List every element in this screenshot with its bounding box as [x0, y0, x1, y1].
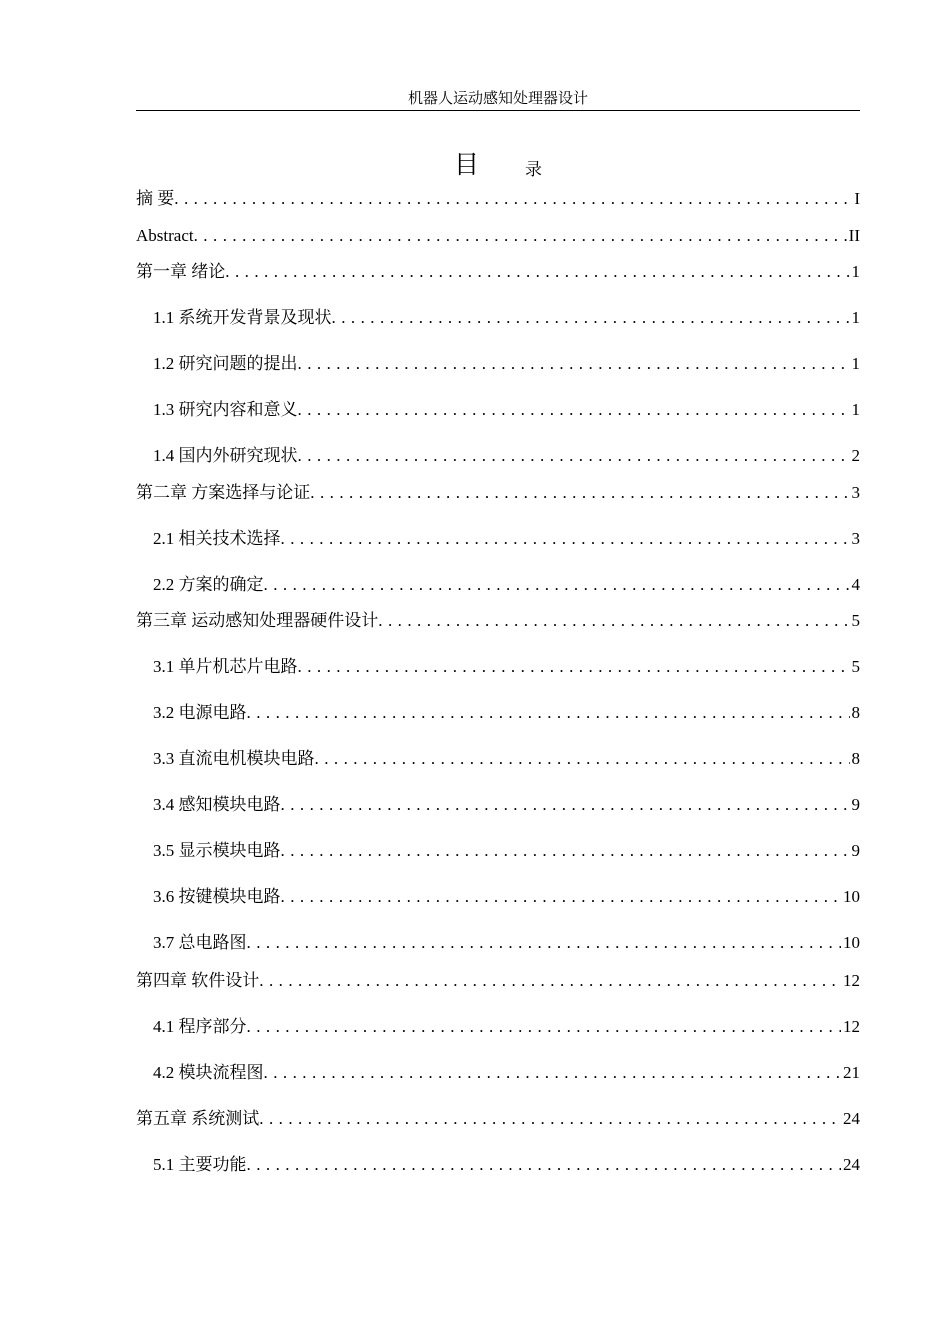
toc-leader-dots — [247, 1014, 842, 1040]
toc-leader-dots — [247, 930, 842, 956]
toc-entry[interactable] — [153, 1060, 860, 1086]
toc-leader-dots — [315, 746, 850, 772]
toc-entry-page: 5 — [851, 611, 860, 630]
toc-entry-label: 3.4 感知模块电路 — [153, 795, 281, 814]
toc-entry-label: 1.3 研究内容和意义 — [153, 400, 298, 419]
toc-leader-dots — [259, 968, 841, 994]
toc-entry-label: 2.2 方案的确定 — [153, 575, 264, 594]
toc-entry-page: 8 — [851, 703, 860, 722]
toc-entry-page: 1 — [851, 262, 860, 281]
toc-entry-label: 3.7 总电路图 — [153, 933, 247, 952]
toc-leader-dots — [264, 572, 850, 598]
toc-entry[interactable] — [153, 305, 860, 331]
toc-leader-dots — [298, 654, 850, 680]
toc-entry-page: 24 — [843, 1109, 860, 1128]
toc-leader-dots — [174, 186, 852, 212]
toc-entry[interactable] — [153, 351, 860, 377]
toc-leader-dots — [247, 1152, 842, 1178]
toc-entry-label: Abstract — [136, 226, 194, 245]
toc-entry[interactable] — [136, 259, 860, 285]
toc-entry-label: 第一章 绪论 — [136, 262, 226, 281]
toc-entry[interactable] — [153, 654, 860, 680]
toc-leader-dots — [298, 351, 850, 377]
toc-entry-page: I — [854, 189, 860, 208]
toc-entry-label: 2.1 相关技术选择 — [153, 529, 281, 548]
toc-entry[interactable] — [153, 443, 860, 469]
toc-entry[interactable] — [136, 186, 860, 212]
toc-entry[interactable] — [153, 1152, 860, 1178]
toc-leader-dots — [378, 608, 849, 634]
toc-entry-label: 3.2 电源电路 — [153, 703, 247, 722]
toc-entry-page: 5 — [851, 657, 860, 676]
toc-entry-label: 第四章 软件设计 — [136, 971, 260, 990]
toc-entry-page: 3 — [851, 483, 860, 502]
toc-leader-dots — [247, 700, 850, 726]
toc-entry[interactable] — [153, 884, 860, 910]
toc-entry[interactable] — [153, 746, 860, 772]
toc-entry-page: 21 — [843, 1063, 860, 1082]
toc-entry-page: 8 — [851, 749, 860, 768]
toc-leader-dots — [310, 480, 849, 506]
toc-leader-dots — [259, 1106, 841, 1132]
toc-entry-label: 第三章 运动感知处理器硬件设计 — [136, 611, 379, 630]
toc-entry-page: II — [848, 226, 860, 245]
toc-entry[interactable] — [136, 480, 860, 506]
toc-leader-dots — [281, 838, 850, 864]
toc-entry-label: 4.2 模块流程图 — [153, 1063, 264, 1082]
toc-entry-label: 摘 要 — [136, 189, 175, 208]
toc-leader-dots — [281, 526, 850, 552]
toc-entry[interactable] — [136, 968, 860, 994]
toc-leader-dots — [225, 259, 849, 285]
toc-entry-page: 9 — [851, 795, 860, 814]
toc-title-second-char: 录 — [525, 160, 542, 179]
toc-entry-page: 12 — [843, 971, 860, 990]
toc-entry-label: 3.6 按键模块电路 — [153, 887, 281, 906]
toc-entry-label: 3.5 显示模块电路 — [153, 841, 281, 860]
toc-entry-page: 3 — [851, 529, 860, 548]
toc-entry[interactable] — [153, 838, 860, 864]
toc-entry-page: 10 — [843, 887, 860, 906]
toc-entry[interactable] — [153, 1014, 860, 1040]
toc-title-first-char: 目 — [453, 152, 479, 179]
toc-entry-page: 24 — [843, 1155, 860, 1174]
toc-entry-page: 12 — [843, 1017, 860, 1036]
toc-entry[interactable] — [136, 608, 860, 634]
toc-entry[interactable] — [153, 700, 860, 726]
toc-entry-page: 1 — [851, 400, 860, 419]
running-header-title: 机器人运动感知处理器设计 — [407, 91, 588, 107]
toc-entry-label: 3.3 直流电机模块电路 — [153, 749, 315, 768]
toc-entry-page: 9 — [851, 841, 860, 860]
toc-entry[interactable] — [136, 223, 860, 249]
toc-entry[interactable] — [153, 526, 860, 552]
toc-leader-dots — [194, 223, 847, 249]
toc-leader-dots — [298, 443, 850, 469]
toc-entry[interactable] — [153, 930, 860, 956]
toc-entry-label: 3.1 单片机芯片电路 — [153, 657, 298, 676]
toc-entry-label: 5.1 主要功能 — [153, 1155, 247, 1174]
toc-entry-page: 10 — [843, 933, 860, 952]
toc-entry-label: 第二章 方案选择与论证 — [136, 483, 311, 502]
toc-leader-dots — [281, 792, 850, 818]
toc-entry-label: 1.4 国内外研究现状 — [153, 446, 298, 465]
toc-entry-page: 2 — [851, 446, 860, 465]
toc-entry[interactable] — [136, 1106, 860, 1132]
toc-leader-dots — [281, 884, 842, 910]
toc-entry[interactable] — [153, 397, 860, 423]
toc-leader-dots — [332, 305, 850, 331]
toc-leader-dots — [264, 1060, 842, 1086]
toc-entry-label: 4.1 程序部分 — [153, 1017, 247, 1036]
toc-entry[interactable] — [153, 792, 860, 818]
toc-entry-page: 1 — [851, 354, 860, 373]
running-header — [136, 88, 860, 111]
toc-leader-dots — [298, 397, 850, 423]
toc-entry-page: 1 — [851, 308, 860, 327]
toc-entry-label: 第五章 系统测试 — [136, 1109, 260, 1128]
toc-title — [136, 145, 860, 181]
toc-entry-label: 1.1 系统开发背景及现状 — [153, 308, 332, 327]
toc-entry-page: 4 — [851, 575, 860, 594]
toc-entry[interactable] — [153, 572, 860, 598]
toc-entry-label: 1.2 研究问题的提出 — [153, 354, 298, 373]
